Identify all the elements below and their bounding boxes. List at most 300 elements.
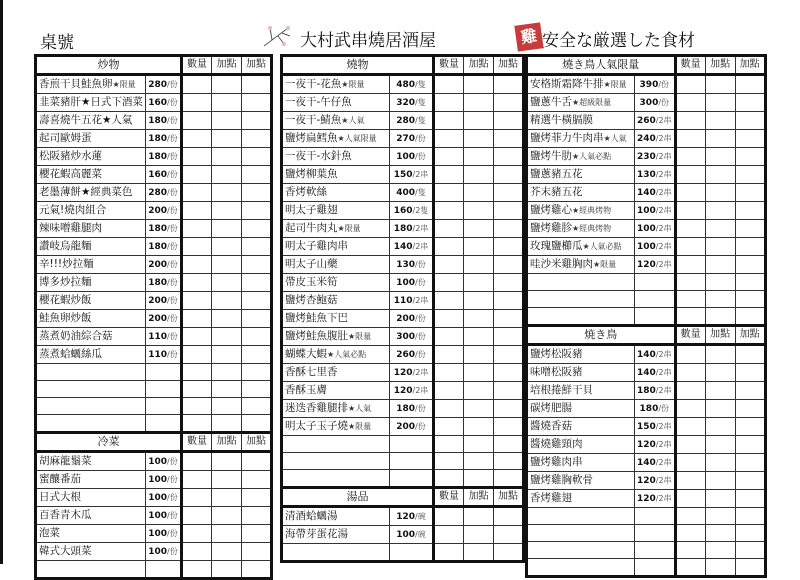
quantity-entry-cell[interactable] <box>182 471 212 489</box>
add-order-header: 加點 <box>464 488 494 507</box>
blank-entry-cell[interactable] <box>434 470 464 488</box>
menu-item-row <box>527 184 766 202</box>
add-order-entry-cell[interactable] <box>212 292 242 310</box>
quantity-entry-cell[interactable] <box>675 94 705 112</box>
add-order-entry-cell[interactable] <box>735 166 765 184</box>
blank-entry-cell[interactable] <box>735 291 765 308</box>
blank-entry-cell[interactable] <box>242 364 272 381</box>
quantity-entry-cell[interactable] <box>182 220 212 238</box>
quantity-entry-cell[interactable] <box>434 274 464 292</box>
add-order-entry-cell[interactable] <box>242 310 272 328</box>
item-name: 醬燒香菇 <box>530 420 572 432</box>
add-order-entry-cell[interactable] <box>494 256 524 274</box>
add-order-entry-cell[interactable] <box>494 382 524 400</box>
add-order-entry-cell[interactable] <box>464 256 494 274</box>
add-order-entry-cell[interactable] <box>464 238 494 256</box>
add-order-entry-cell[interactable] <box>494 346 524 364</box>
blank-entry-cell[interactable] <box>182 364 212 381</box>
add-order-entry-cell[interactable] <box>735 418 765 436</box>
add-order-entry-cell[interactable] <box>735 112 765 130</box>
blank-entry-cell[interactable] <box>705 508 735 525</box>
item-price-cell <box>146 525 182 543</box>
add-order-entry-cell[interactable] <box>464 382 494 400</box>
item-price: 200 <box>148 313 168 324</box>
blank-entry-cell[interactable] <box>675 542 705 559</box>
add-order-entry-cell[interactable] <box>705 382 735 400</box>
item-price-cell <box>635 382 676 400</box>
blank-entry-cell[interactable] <box>705 308 735 326</box>
add-order-entry-cell[interactable] <box>212 507 242 525</box>
add-order-entry-cell[interactable] <box>735 490 765 508</box>
add-order-entry-cell[interactable] <box>464 364 494 382</box>
blank-row <box>36 415 272 433</box>
quantity-entry-cell[interactable] <box>675 238 705 256</box>
add-order-entry-cell[interactable] <box>242 489 272 507</box>
add-order-entry-cell[interactable] <box>212 452 242 471</box>
menu-item-row <box>36 238 272 256</box>
add-order-entry-cell[interactable] <box>705 400 735 418</box>
add-order-entry-cell[interactable] <box>494 94 524 112</box>
blank-entry-cell[interactable] <box>464 453 494 470</box>
blank-entry-cell[interactable] <box>464 544 494 562</box>
blank-entry-cell[interactable] <box>735 308 765 326</box>
quantity-entry-cell[interactable] <box>182 112 212 130</box>
blank-entry-cell[interactable] <box>212 381 242 398</box>
add-order-entry-cell[interactable] <box>464 526 494 544</box>
blank-entry-cell[interactable] <box>494 470 524 488</box>
quantity-entry-cell[interactable] <box>434 148 464 166</box>
quantity-entry-cell[interactable] <box>675 75 705 94</box>
item-name-cell <box>36 166 146 184</box>
item-price: 180 <box>148 223 168 234</box>
quantity-entry-cell[interactable] <box>434 94 464 112</box>
add-order-entry-cell[interactable] <box>705 166 735 184</box>
quantity-entry-cell[interactable] <box>182 148 212 166</box>
add-order-entry-cell[interactable] <box>212 75 242 94</box>
blank-entry-cell[interactable] <box>182 381 212 398</box>
item-price-cell <box>390 148 434 166</box>
add-order-entry-cell[interactable] <box>242 328 272 346</box>
add-order-entry-cell[interactable] <box>494 274 524 292</box>
blank-entry-cell[interactable] <box>735 508 765 525</box>
item-name: 香烤雞翅 <box>530 492 572 504</box>
menu-item-row <box>36 471 272 489</box>
add-order-entry-cell[interactable] <box>464 328 494 346</box>
blank-entry-cell[interactable] <box>212 364 242 381</box>
add-order-entry-cell[interactable] <box>464 310 494 328</box>
quantity-entry-cell[interactable] <box>675 166 705 184</box>
quantity-entry-cell[interactable] <box>675 220 705 238</box>
add-order-entry-cell[interactable] <box>212 130 242 148</box>
item-unit: /碗 <box>415 511 426 521</box>
add-order-entry-cell[interactable] <box>494 292 524 310</box>
add-order-entry-cell[interactable] <box>735 94 765 112</box>
menu-column-left <box>34 54 273 580</box>
quantity-entry-cell[interactable] <box>434 310 464 328</box>
add-order-entry-cell[interactable] <box>212 184 242 202</box>
quantity-entry-cell[interactable] <box>434 346 464 364</box>
blank-entry-cell[interactable] <box>705 291 735 308</box>
quantity-entry-cell[interactable] <box>182 310 212 328</box>
add-order-entry-cell[interactable] <box>705 220 735 238</box>
add-order-entry-cell[interactable] <box>735 454 765 472</box>
add-order-entry-cell[interactable] <box>242 543 272 561</box>
add-order-entry-cell[interactable] <box>212 112 242 130</box>
add-order-entry-cell[interactable] <box>494 418 524 436</box>
add-order-entry-cell[interactable] <box>735 184 765 202</box>
item-name: 辣味噌雞腿肉 <box>39 222 102 234</box>
add-order-entry-cell[interactable] <box>464 418 494 436</box>
item-name-cell <box>527 166 635 184</box>
quantity-entry-cell[interactable] <box>434 292 464 310</box>
blank-entry-cell[interactable] <box>705 542 735 559</box>
quantity-entry-cell[interactable] <box>182 256 212 274</box>
quantity-entry-cell[interactable] <box>182 328 212 346</box>
item-unit: /2串 <box>412 223 429 233</box>
item-name: 壽喜燒牛五花★人氣 <box>39 114 133 126</box>
quantity-entry-cell[interactable] <box>434 202 464 220</box>
blank-entry-cell[interactable] <box>705 559 735 577</box>
add-order-entry-cell[interactable] <box>705 436 735 454</box>
quantity-entry-cell[interactable] <box>675 382 705 400</box>
add-order-entry-cell[interactable] <box>705 184 735 202</box>
blank-entry-cell[interactable] <box>434 436 464 453</box>
item-price-cell <box>635 256 676 274</box>
item-name-cell <box>36 112 146 130</box>
blank-item-cell <box>527 274 635 291</box>
quantity-entry-cell[interactable] <box>182 94 212 112</box>
add-order-entry-cell[interactable] <box>212 202 242 220</box>
add-order-entry-cell[interactable] <box>705 130 735 148</box>
blank-row <box>527 508 766 525</box>
add-order-entry-cell[interactable] <box>212 525 242 543</box>
quantity-entry-cell[interactable] <box>434 418 464 436</box>
add-order-entry-cell[interactable] <box>242 256 272 274</box>
quantity-entry-cell[interactable] <box>675 184 705 202</box>
blank-entry-cell[interactable] <box>212 561 242 579</box>
item-name-cell <box>282 130 390 148</box>
blank-entry-cell[interactable] <box>182 398 212 415</box>
blank-entry-cell[interactable] <box>675 525 705 542</box>
add-order-entry-cell[interactable] <box>494 364 524 382</box>
add-order-entry-cell[interactable] <box>464 202 494 220</box>
blank-entry-cell[interactable] <box>182 415 212 433</box>
add-order-entry-cell[interactable] <box>705 238 735 256</box>
add-order-entry-cell[interactable] <box>242 202 272 220</box>
add-order-entry-cell[interactable] <box>242 238 272 256</box>
blank-entry-cell[interactable] <box>675 308 705 326</box>
item-unit: /份 <box>415 403 426 413</box>
add-order-entry-cell[interactable] <box>494 112 524 130</box>
quantity-entry-cell[interactable] <box>434 166 464 184</box>
blank-entry-cell[interactable] <box>434 453 464 470</box>
add-order-entry-cell[interactable] <box>464 166 494 184</box>
menu-item-row <box>527 166 766 184</box>
blank-entry-cell[interactable] <box>735 559 765 577</box>
quantity-entry-cell[interactable] <box>434 184 464 202</box>
item-price: 110 <box>148 331 168 342</box>
quantity-entry-cell[interactable] <box>675 112 705 130</box>
blank-entry-cell[interactable] <box>675 508 705 525</box>
add-order-entry-cell[interactable] <box>735 400 765 418</box>
add-order-entry-cell[interactable] <box>494 166 524 184</box>
add-order-entry-cell[interactable] <box>212 220 242 238</box>
blank-entry-cell[interactable] <box>675 559 705 577</box>
add-order-entry-cell[interactable] <box>212 166 242 184</box>
item-name: 芥末豬五花 <box>530 186 583 198</box>
add-order-entry-cell[interactable] <box>735 345 765 364</box>
add-order-entry-cell[interactable] <box>705 94 735 112</box>
quantity-entry-cell[interactable] <box>434 382 464 400</box>
quantity-entry-cell[interactable] <box>182 202 212 220</box>
add-order-entry-cell[interactable] <box>494 238 524 256</box>
add-order-entry-cell[interactable] <box>242 346 272 364</box>
add-order-entry-cell[interactable] <box>212 310 242 328</box>
menu-item-row <box>282 148 524 166</box>
add-order-entry-cell[interactable] <box>464 94 494 112</box>
quantity-entry-cell[interactable] <box>182 525 212 543</box>
add-order-entry-cell[interactable] <box>464 400 494 418</box>
item-unit: /份 <box>415 313 426 323</box>
blank-entry-cell[interactable] <box>675 291 705 308</box>
add-order-entry-cell[interactable] <box>242 112 272 130</box>
quantity-entry-cell[interactable] <box>434 112 464 130</box>
add-order-entry-cell[interactable] <box>212 94 242 112</box>
item-name: 櫻花蝦高麗菜 <box>39 168 102 180</box>
item-name: 香酥玉膚 <box>285 384 327 396</box>
quantity-entry-cell[interactable] <box>675 364 705 382</box>
add-order-entry-cell[interactable] <box>212 148 242 166</box>
section-title: 焼き鳥 <box>527 326 676 345</box>
item-name: 老墨薄餅★經典菜色 <box>39 186 133 198</box>
item-name: 醬燒雞頸肉 <box>530 438 583 450</box>
blank-entry-cell[interactable] <box>735 525 765 542</box>
item-price-cell <box>146 452 182 471</box>
add-order-entry-cell[interactable] <box>242 274 272 292</box>
quantity-entry-cell[interactable] <box>182 292 212 310</box>
add-order-entry-cell[interactable] <box>494 184 524 202</box>
blank-entry-cell[interactable] <box>242 398 272 415</box>
blank-entry-cell[interactable] <box>705 525 735 542</box>
add-order-entry-cell[interactable] <box>242 94 272 112</box>
blank-entry-cell[interactable] <box>735 542 765 559</box>
add-order-entry-cell[interactable] <box>242 184 272 202</box>
add-order-entry-cell[interactable] <box>705 472 735 490</box>
quantity-entry-cell[interactable] <box>182 543 212 561</box>
quantity-entry-cell[interactable] <box>434 220 464 238</box>
add-order-entry-cell[interactable] <box>464 130 494 148</box>
item-badge-note: ★人氣 <box>348 404 372 413</box>
item-price: 480 <box>396 79 416 90</box>
add-order-entry-cell[interactable] <box>705 490 735 508</box>
add-order-entry-cell[interactable] <box>494 148 524 166</box>
add-order-entry-cell[interactable] <box>735 382 765 400</box>
blank-entry-cell[interactable] <box>494 544 524 562</box>
quantity-entry-cell[interactable] <box>675 490 705 508</box>
blank-entry-cell[interactable] <box>705 274 735 291</box>
add-order-entry-cell[interactable] <box>464 148 494 166</box>
blank-entry-cell[interactable] <box>494 436 524 453</box>
add-order-entry-cell[interactable] <box>705 75 735 94</box>
add-order-entry-cell[interactable] <box>494 400 524 418</box>
quantity-entry-cell[interactable] <box>675 130 705 148</box>
blank-entry-cell[interactable] <box>182 561 212 579</box>
add-order-entry-cell[interactable] <box>494 220 524 238</box>
item-price: 120 <box>637 475 656 486</box>
add-order-entry-cell[interactable] <box>242 130 272 148</box>
add-order-entry-cell[interactable] <box>494 75 524 94</box>
item-price: 400 <box>396 187 416 198</box>
item-price: 180 <box>393 223 413 234</box>
cherry-blossom-branch-icon <box>262 22 292 50</box>
add-order-entry-cell[interactable] <box>735 256 765 274</box>
quantity-entry-cell[interactable] <box>182 452 212 471</box>
quantity-entry-cell[interactable] <box>182 166 212 184</box>
add-order-entry-cell[interactable] <box>735 472 765 490</box>
item-price: 100 <box>396 151 416 162</box>
add-order-entry-cell[interactable] <box>494 507 524 526</box>
add-order-entry-cell[interactable] <box>735 130 765 148</box>
add-order-entry-cell[interactable] <box>735 364 765 382</box>
add-order-entry-cell[interactable] <box>705 256 735 274</box>
quantity-entry-cell[interactable] <box>182 75 212 94</box>
quantity-entry-cell[interactable] <box>675 472 705 490</box>
quantity-entry-cell[interactable] <box>434 400 464 418</box>
add-order-entry-cell[interactable] <box>242 166 272 184</box>
add-order-entry-cell[interactable] <box>464 346 494 364</box>
quantity-entry-cell[interactable] <box>434 364 464 382</box>
add-order-header: 加點 <box>212 433 242 452</box>
add-order-entry-cell[interactable] <box>735 238 765 256</box>
quantity-entry-cell[interactable] <box>434 238 464 256</box>
add-order-entry-cell[interactable] <box>494 328 524 346</box>
item-price: 100 <box>148 510 168 521</box>
quantity-entry-cell[interactable] <box>182 130 212 148</box>
add-order-entry-cell[interactable] <box>212 238 242 256</box>
item-price-cell <box>390 274 434 292</box>
blank-entry-cell[interactable] <box>212 398 242 415</box>
quantity-entry-cell[interactable] <box>675 345 705 364</box>
add-order-entry-cell[interactable] <box>242 525 272 543</box>
quantity-entry-cell[interactable] <box>675 202 705 220</box>
quantity-entry-cell[interactable] <box>675 436 705 454</box>
item-price-cell <box>390 220 434 238</box>
add-order-entry-cell[interactable] <box>735 148 765 166</box>
blank-entry-cell[interactable] <box>242 415 272 433</box>
quantity-entry-cell[interactable] <box>434 256 464 274</box>
item-badge-note: ★限量 <box>348 332 372 341</box>
add-order-entry-cell[interactable] <box>212 543 242 561</box>
quantity-entry-cell[interactable] <box>675 418 705 436</box>
quantity-entry-cell[interactable] <box>434 328 464 346</box>
add-order-entry-cell[interactable] <box>212 256 242 274</box>
item-price-cell <box>390 418 434 436</box>
quantity-entry-cell[interactable] <box>434 526 464 544</box>
item-price: 160 <box>148 169 168 180</box>
menu-item-row <box>527 436 766 454</box>
blank-entry-cell[interactable] <box>464 436 494 453</box>
add-order-entry-cell[interactable] <box>735 220 765 238</box>
add-order-entry-cell[interactable] <box>494 130 524 148</box>
blank-entry-cell[interactable] <box>464 470 494 488</box>
add-order-entry-cell[interactable] <box>464 112 494 130</box>
menu-item-row <box>282 507 524 526</box>
add-order-entry-cell[interactable] <box>212 471 242 489</box>
quantity-entry-cell[interactable] <box>182 274 212 292</box>
add-order-entry-cell[interactable] <box>735 436 765 454</box>
add-order-entry-cell[interactable] <box>705 202 735 220</box>
add-order-entry-cell[interactable] <box>705 148 735 166</box>
add-order-entry-cell[interactable] <box>212 328 242 346</box>
add-order-entry-cell[interactable] <box>705 364 735 382</box>
add-order-entry-cell[interactable] <box>705 454 735 472</box>
add-order-entry-cell[interactable] <box>735 75 765 94</box>
quantity-entry-cell[interactable] <box>182 184 212 202</box>
blank-entry-cell[interactable] <box>212 415 242 433</box>
quantity-entry-cell[interactable] <box>434 75 464 94</box>
blank-item-cell <box>36 561 146 579</box>
quantity-entry-cell[interactable] <box>675 148 705 166</box>
add-order-entry-cell[interactable] <box>705 418 735 436</box>
add-order-entry-cell[interactable] <box>242 452 272 471</box>
add-order-entry-cell[interactable] <box>212 489 242 507</box>
quantity-entry-cell[interactable] <box>182 346 212 364</box>
add-order-entry-cell[interactable] <box>242 507 272 525</box>
quantity-entry-cell[interactable] <box>182 238 212 256</box>
item-unit: /份 <box>167 133 178 143</box>
item-price-cell <box>146 148 182 166</box>
menu-item-row <box>36 292 272 310</box>
add-order-entry-cell[interactable] <box>464 184 494 202</box>
add-order-entry-cell[interactable] <box>464 274 494 292</box>
quantity-entry-cell[interactable] <box>675 256 705 274</box>
quantity-entry-cell[interactable] <box>182 489 212 507</box>
add-order-entry-cell[interactable] <box>212 274 242 292</box>
add-order-entry-cell[interactable] <box>705 345 735 364</box>
add-order-entry-cell[interactable] <box>242 148 272 166</box>
item-price-cell <box>390 310 434 328</box>
item-price: 200 <box>148 295 168 306</box>
add-order-entry-cell[interactable] <box>242 292 272 310</box>
add-order-entry-cell[interactable] <box>705 112 735 130</box>
add-order-entry-cell[interactable] <box>494 310 524 328</box>
blank-entry-cell[interactable] <box>675 274 705 291</box>
add-order-entry-cell[interactable] <box>494 202 524 220</box>
item-unit: /2串 <box>655 439 672 449</box>
add-order-entry-cell[interactable] <box>464 220 494 238</box>
item-price-cell <box>146 184 182 202</box>
add-order-entry-cell[interactable] <box>464 507 494 526</box>
add-order-entry-cell[interactable] <box>464 292 494 310</box>
blank-entry-cell[interactable] <box>242 381 272 398</box>
add-order-entry-cell[interactable] <box>464 75 494 94</box>
blank-entry-cell[interactable] <box>242 561 272 579</box>
quantity-entry-cell[interactable] <box>434 507 464 526</box>
quantity-entry-cell[interactable] <box>675 400 705 418</box>
add-order-entry-cell[interactable] <box>735 202 765 220</box>
add-order-entry-cell[interactable] <box>494 526 524 544</box>
quantity-entry-cell[interactable] <box>434 130 464 148</box>
blank-entry-cell[interactable] <box>735 274 765 291</box>
add-order-entry-cell[interactable] <box>212 346 242 364</box>
add-order-entry-cell[interactable] <box>242 220 272 238</box>
add-order-entry-cell[interactable] <box>242 471 272 489</box>
quantity-entry-cell[interactable] <box>675 454 705 472</box>
blank-entry-cell[interactable] <box>494 453 524 470</box>
quantity-entry-cell[interactable] <box>182 507 212 525</box>
blank-entry-cell[interactable] <box>434 544 464 562</box>
add-order-entry-cell[interactable] <box>242 75 272 94</box>
